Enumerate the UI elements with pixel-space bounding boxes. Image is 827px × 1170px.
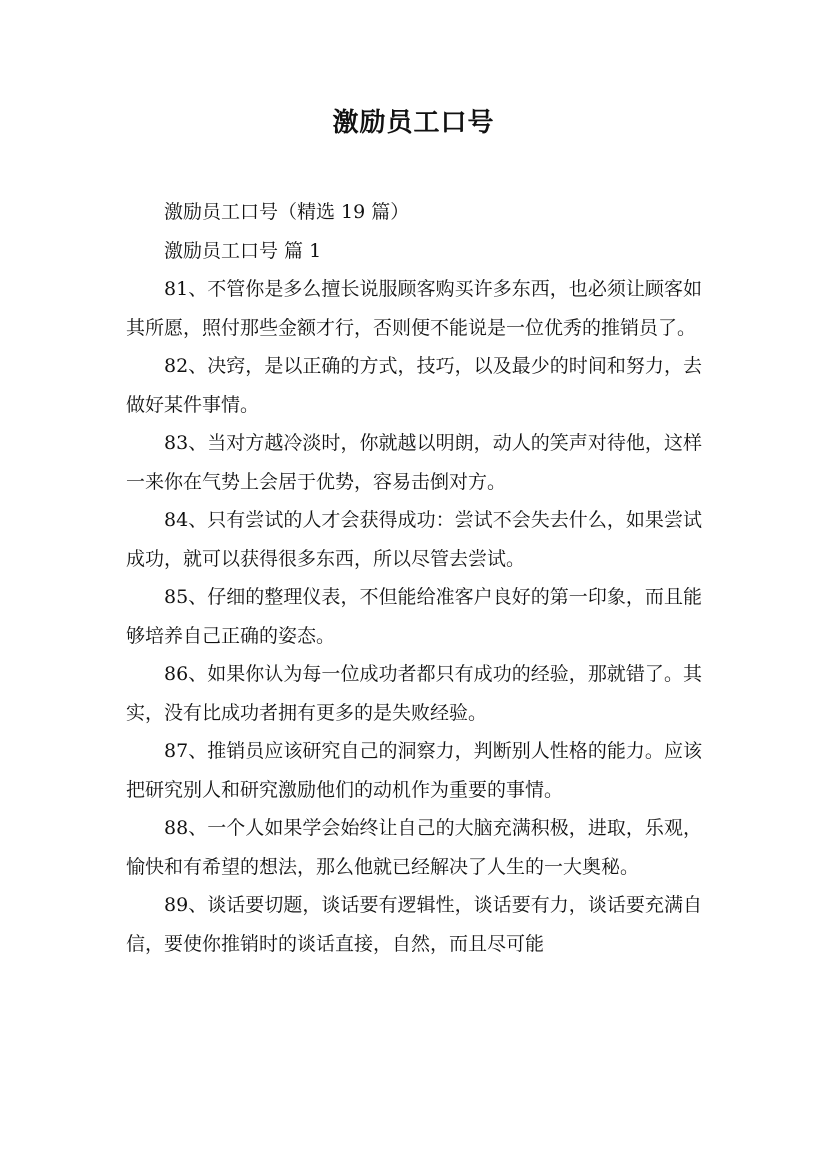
paragraph-89: 89、谈话要切题，谈话要有逻辑性，谈话要有力，谈话要充满自信，要使你推销时的谈话直接，自然，而且尽可能 — [126, 894, 702, 955]
paragraph-86: 86、如果你认为每一位成功者都只有成功的经验，那就错了。其实，没有比成功者拥有更多的是失败经验。 — [126, 663, 702, 724]
paragraph-85: 85、仔细的整理仪表，不但能给准客户良好的第一印象，而且能够培养自己正确的姿态。 — [126, 586, 702, 647]
document-subtitle: 激励员工口号（精选 19 篇） — [164, 201, 410, 223]
paragraph-81: 81、不管你是多么擅长说服顾客购买许多东西，也必须让顾客如其所愿，照付那些金额才行，否则便不能说是一位优秀的推销员了。 — [126, 278, 702, 339]
paragraph-84: 84、只有尝试的人才会获得成功：尝试不会失去什么，如果尝试成功，就可以获得很多东西，所以尽管去尝试。 — [126, 509, 702, 570]
paragraph-88: 88、一个人如果学会始终让自己的大脑充满积极，进取，乐观，愉快和有希望的想法，那么他就已经解决了人生的一大奥秘。 — [126, 817, 702, 878]
document-body — [126, 193, 702, 963]
paragraph-83: 83、当对方越冷淡时，你就越以明朗，动人的笑声对待他，这样一来你在气势上会居于优势，容易击倒对方。 — [126, 432, 702, 493]
section-heading: 激励员工口号 篇 1 — [164, 239, 322, 262]
paragraph-87: 87、推销员应该研究自己的洞察力，判断别人性格的能力。应该把研究别人和研究激励他们的动机作为重要的事情。 — [126, 740, 702, 801]
paragraph-82: 82、决窍，是以正确的方式，技巧，以及最少的时间和努力，去做好某件事情。 — [126, 355, 702, 416]
document-title: 激励员工口号 — [332, 108, 495, 138]
